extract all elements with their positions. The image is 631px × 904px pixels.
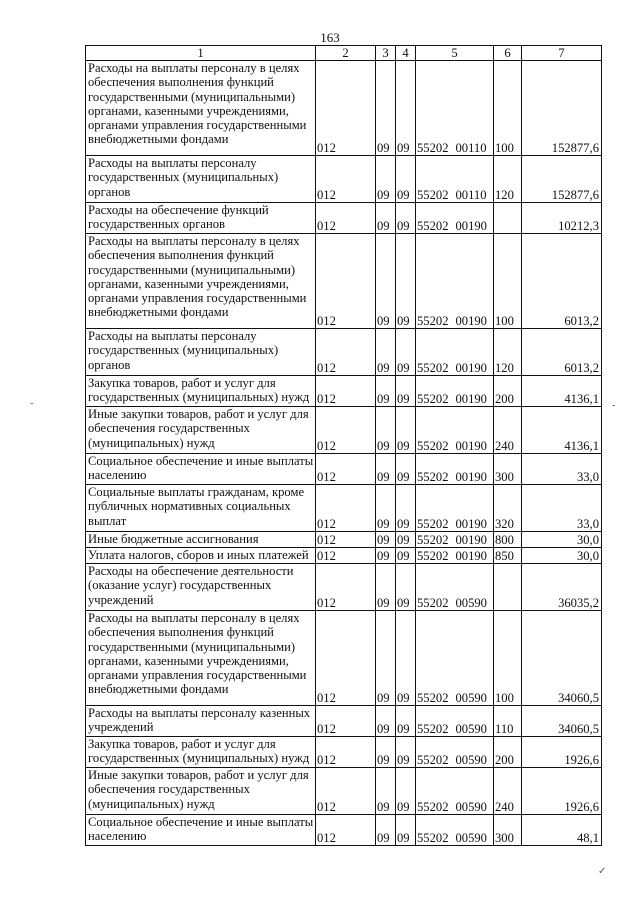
target-article-direction: 00590 <box>455 800 487 814</box>
expense-type: 100 <box>494 61 522 156</box>
target-article-direction: 00190 <box>455 361 487 375</box>
page-number: 163 <box>320 30 340 45</box>
target-article-direction: 00190 <box>455 470 487 484</box>
target-article-program: 55202 <box>417 470 449 484</box>
table-row <box>86 156 602 203</box>
row-name: Расходы на выплаты персоналу государственных (муниципальных) органов <box>86 156 316 203</box>
code-subsection: 09 <box>396 234 416 329</box>
target-article <box>416 706 494 737</box>
target-article-program: 55202 <box>417 722 449 736</box>
target-article <box>416 234 494 329</box>
code-section: 09 <box>376 706 396 737</box>
code-subsection: 09 <box>396 454 416 485</box>
code-ministry: 012 <box>316 611 376 706</box>
amount: 4136,1 <box>522 376 602 407</box>
target-article-direction: 00190 <box>455 219 487 233</box>
target-article-program: 55202 <box>417 691 449 705</box>
target-article-program: 55202 <box>417 392 449 406</box>
target-article-direction: 00110 <box>455 141 487 155</box>
header-cell: 7 <box>522 46 602 61</box>
target-article-program: 55202 <box>417 596 449 610</box>
table-row <box>86 234 602 329</box>
code-ministry: 012 <box>316 485 376 532</box>
row-name: Закупка товаров, работ и услуг для государственных (муниципальных) нужд <box>86 376 316 407</box>
expense-type: 100 <box>494 234 522 329</box>
code-ministry: 012 <box>316 61 376 156</box>
row-name: Расходы на выплаты персоналу в целях обеспечения выполнения функций государственными (муниципальными) органами, казенными учреждениями, органами управления государственными внебюджетными фондами <box>86 234 316 329</box>
code-ministry: 012 <box>316 454 376 485</box>
table-row <box>86 407 602 454</box>
row-name: Уплата налогов, сборов и иных платежей <box>86 548 316 564</box>
code-section: 09 <box>376 407 396 454</box>
target-article-program: 55202 <box>417 517 449 531</box>
code-subsection: 09 <box>396 768 416 815</box>
table-row <box>86 532 602 548</box>
expense-type <box>494 203 522 234</box>
header-row <box>86 46 602 61</box>
code-subsection: 09 <box>396 611 416 706</box>
code-subsection: 09 <box>396 61 416 156</box>
table-row <box>86 815 602 846</box>
code-section: 09 <box>376 737 396 768</box>
code-ministry: 012 <box>316 329 376 376</box>
row-name: Иные закупки товаров, работ и услуг для обеспечения государственных (муниципальных) нужд <box>86 768 316 815</box>
target-article <box>416 485 494 532</box>
expense-type: 300 <box>494 454 522 485</box>
table-row <box>86 737 602 768</box>
table-row <box>86 706 602 737</box>
code-ministry: 012 <box>316 376 376 407</box>
header-cell: 1 <box>86 46 316 61</box>
target-article-direction: 00590 <box>455 722 487 736</box>
target-article <box>416 203 494 234</box>
target-article-direction: 00590 <box>455 753 487 767</box>
row-name: Социальные выплаты гражданам, кроме публичных нормативных социальных выплат <box>86 485 316 532</box>
code-section: 09 <box>376 156 396 203</box>
row-name: Иные закупки товаров, работ и услуг для обеспечения государственных (муниципальных) нужд <box>86 407 316 454</box>
scan-mark: - <box>30 398 34 409</box>
target-article <box>416 737 494 768</box>
amount: 152877,6 <box>522 61 602 156</box>
target-article <box>416 407 494 454</box>
expense-type: 240 <box>494 768 522 815</box>
expense-type: 200 <box>494 376 522 407</box>
target-article-direction: 00190 <box>455 392 487 406</box>
row-name: Расходы на выплаты персоналу в целях обеспечения выполнения функций государственными (муниципальными) органами, казенными учреждениями, органами управления государственными внебюджетными фондами <box>86 61 316 156</box>
code-subsection: 09 <box>396 706 416 737</box>
row-name: Расходы на выплаты персоналу государственных (муниципальных) органов <box>86 329 316 376</box>
code-section: 09 <box>376 532 396 548</box>
amount: 48,1 <box>522 815 602 846</box>
expense-type: 240 <box>494 407 522 454</box>
header-cell: 2 <box>316 46 376 61</box>
code-subsection: 09 <box>396 815 416 846</box>
table-row <box>86 329 602 376</box>
target-article <box>416 564 494 611</box>
target-article <box>416 611 494 706</box>
target-article-program: 55202 <box>417 533 449 547</box>
code-ministry: 012 <box>316 156 376 203</box>
table-row <box>86 768 602 815</box>
scan-mark: - <box>612 400 616 411</box>
code-subsection: 09 <box>396 564 416 611</box>
expense-type: 850 <box>494 548 522 564</box>
table-row <box>86 548 602 564</box>
amount: 6013,2 <box>522 234 602 329</box>
budget-table <box>85 45 602 846</box>
code-subsection: 09 <box>396 737 416 768</box>
target-article-program: 55202 <box>417 439 449 453</box>
code-section: 09 <box>376 329 396 376</box>
code-ministry: 012 <box>316 768 376 815</box>
target-article <box>416 815 494 846</box>
target-article-direction: 00190 <box>455 439 487 453</box>
code-subsection: 09 <box>396 156 416 203</box>
code-section: 09 <box>376 485 396 532</box>
header-cell: 3 <box>376 46 396 61</box>
target-article-direction: 00590 <box>455 691 487 705</box>
target-article-program: 55202 <box>417 800 449 814</box>
code-section: 09 <box>376 564 396 611</box>
code-section: 09 <box>376 815 396 846</box>
target-article-direction: 00590 <box>455 831 487 845</box>
amount: 152877,6 <box>522 156 602 203</box>
amount: 34060,5 <box>522 611 602 706</box>
target-article <box>416 768 494 815</box>
row-name: Расходы на выплаты персоналу казенных учреждений <box>86 706 316 737</box>
amount: 1926,6 <box>522 737 602 768</box>
amount: 4136,1 <box>522 407 602 454</box>
expense-type: 120 <box>494 329 522 376</box>
expense-type <box>494 564 522 611</box>
row-name: Закупка товаров, работ и услуг для государственных (муниципальных) нужд <box>86 737 316 768</box>
code-ministry: 012 <box>316 532 376 548</box>
scan-mark: ✓ <box>598 866 607 877</box>
table-row <box>86 564 602 611</box>
expense-type: 200 <box>494 737 522 768</box>
target-article-direction: 00590 <box>455 596 487 610</box>
code-ministry: 012 <box>316 706 376 737</box>
table-row <box>86 454 602 485</box>
target-article <box>416 156 494 203</box>
code-subsection: 09 <box>396 485 416 532</box>
target-article-direction: 00190 <box>455 549 487 563</box>
expense-type: 300 <box>494 815 522 846</box>
header-cell: 6 <box>494 46 522 61</box>
table-row <box>86 611 602 706</box>
header-cell: 5 <box>416 46 494 61</box>
target-article-program: 55202 <box>417 753 449 767</box>
code-subsection: 09 <box>396 376 416 407</box>
expense-type: 320 <box>494 485 522 532</box>
code-ministry: 012 <box>316 234 376 329</box>
header-cell: 4 <box>396 46 416 61</box>
table-row <box>86 376 602 407</box>
expense-type: 800 <box>494 532 522 548</box>
code-section: 09 <box>376 61 396 156</box>
target-article <box>416 454 494 485</box>
code-subsection: 09 <box>396 203 416 234</box>
target-article-direction: 00190 <box>455 533 487 547</box>
code-section: 09 <box>376 611 396 706</box>
row-name: Иные бюджетные ассигнования <box>86 532 316 548</box>
amount: 6013,2 <box>522 329 602 376</box>
code-section: 09 <box>376 376 396 407</box>
target-article-program: 55202 <box>417 361 449 375</box>
target-article <box>416 548 494 564</box>
row-name: Расходы на выплаты персоналу в целях обеспечения выполнения функций государственными (муниципальными) органами, казенными учреждениями, органами управления государственными внебюджетными фондами <box>86 611 316 706</box>
target-article-program: 55202 <box>417 831 449 845</box>
code-section: 09 <box>376 454 396 485</box>
target-article-direction: 00190 <box>455 517 487 531</box>
expense-type: 100 <box>494 611 522 706</box>
code-ministry: 012 <box>316 737 376 768</box>
target-article-direction: 00190 <box>455 314 487 328</box>
row-name: Социальное обеспечение и иные выплаты населению <box>86 815 316 846</box>
row-name: Расходы на обеспечение деятельности (оказание услуг) государственных учреждений <box>86 564 316 611</box>
code-section: 09 <box>376 203 396 234</box>
code-subsection: 09 <box>396 329 416 376</box>
row-name: Социальное обеспечение и иные выплаты населению <box>86 454 316 485</box>
target-article-program: 55202 <box>417 141 449 155</box>
amount: 33,0 <box>522 454 602 485</box>
code-ministry: 012 <box>316 548 376 564</box>
code-ministry: 012 <box>316 407 376 454</box>
target-article <box>416 532 494 548</box>
code-ministry: 012 <box>316 815 376 846</box>
table-row <box>86 485 602 532</box>
row-name: Расходы на обеспечение функций государственных органов <box>86 203 316 234</box>
target-article-program: 55202 <box>417 314 449 328</box>
target-article <box>416 61 494 156</box>
amount: 30,0 <box>522 532 602 548</box>
target-article-program: 55202 <box>417 188 449 202</box>
code-ministry: 012 <box>316 564 376 611</box>
code-ministry: 012 <box>316 203 376 234</box>
code-subsection: 09 <box>396 548 416 564</box>
table-row <box>86 203 602 234</box>
target-article <box>416 329 494 376</box>
table-row <box>86 61 602 156</box>
amount: 33,0 <box>522 485 602 532</box>
code-subsection: 09 <box>396 532 416 548</box>
code-subsection: 09 <box>396 407 416 454</box>
target-article <box>416 376 494 407</box>
code-section: 09 <box>376 234 396 329</box>
code-section: 09 <box>376 768 396 815</box>
target-article-program: 55202 <box>417 549 449 563</box>
code-section: 09 <box>376 548 396 564</box>
target-article-direction: 00110 <box>455 188 487 202</box>
expense-type: 110 <box>494 706 522 737</box>
amount: 34060,5 <box>522 706 602 737</box>
amount: 36035,2 <box>522 564 602 611</box>
amount: 1926,6 <box>522 768 602 815</box>
target-article-program: 55202 <box>417 219 449 233</box>
amount: 30,0 <box>522 548 602 564</box>
amount: 10212,3 <box>522 203 602 234</box>
expense-type: 120 <box>494 156 522 203</box>
